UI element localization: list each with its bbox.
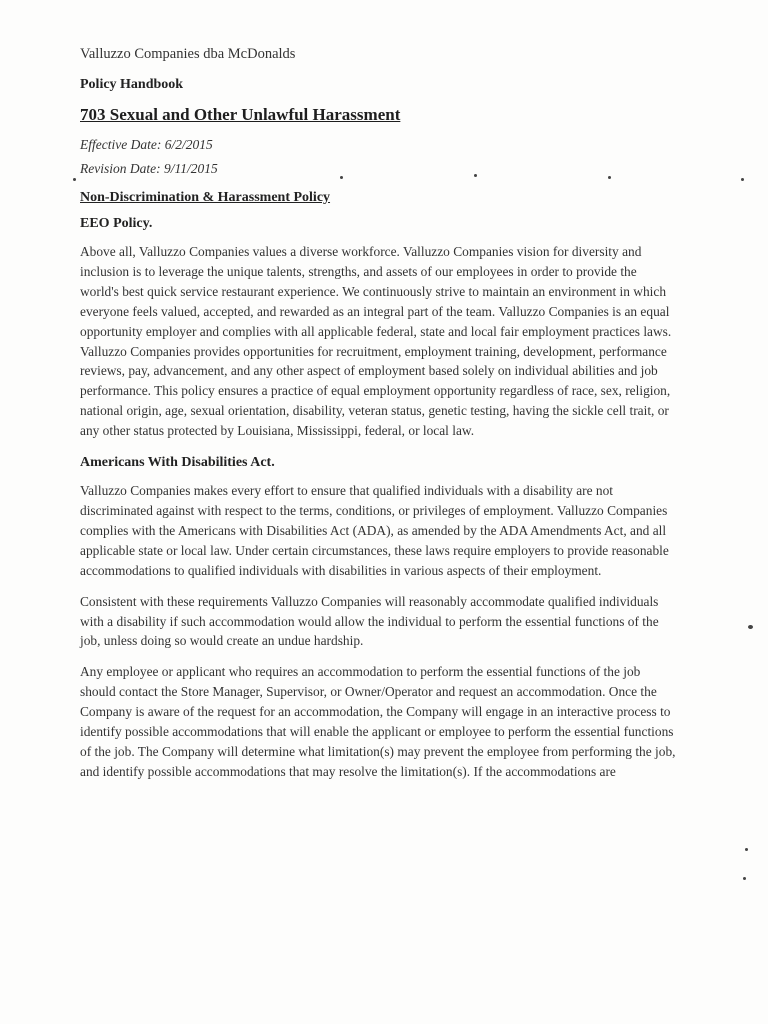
effective-date: Effective Date: 6/2/2015	[80, 137, 213, 152]
eeo-paragraph: Above all, Valluzzo Companies values a diverse workforce. Valluzzo Companies vision for diversity and inclusion is to leverage the unique talents, strengths, and assets of our employees in order to provide the world's best quick service restaurant experience. We continuously strive to maintain an environment in which everyone feels valued, accepted, and rewarded as an integral part of the team. Valluzzo Companies is an equal opportunity employer and complies with all applicable federal, state and local fair employment practices laws. Valluzzo Companies provides opportunities for recruitment, employment training, development, performance reviews, pay, advancement, and any other aspect of employment based solely on individual abilities and job performance. This policy ensures a practice of equal employment opportunity regardless of race, sex, religion, national origin, age, sexual orientation, disability, veteran status, genetic testing, having the sickle cell trait, or any other status protected by Louisiana, Mississippi, federal, or local law.	[80, 244, 672, 439]
policy-title: 703 Sexual and Other Unlawful Harassment	[80, 105, 401, 124]
scan-speck	[73, 178, 76, 181]
ada-heading: Americans With Disabilities Act.	[80, 455, 275, 471]
document-body	[80, 46, 676, 793]
section-heading: Non-Discrimination & Harassment Policy	[80, 190, 331, 205]
scan-speck	[743, 877, 746, 880]
company-name: Valluzzo Companies dba McDonalds	[80, 46, 296, 62]
scan-speck	[741, 178, 744, 181]
ada-paragraph-2: Consistent with these requirements Valluzzo Companies will reasonably accommodate qualified individuals with a disability if such accommodation would allow the individual to perform the essential functions of the job, unless doing so would create an undue hardship.	[80, 593, 659, 649]
scan-speck	[748, 625, 753, 629]
ada-paragraph-1: Valluzzo Companies makes every effort to ensure that qualified individuals with a disability are not discriminated against with respect to the terms, conditions, or privileges of employment. Valluzzo Companies complies with the Americans with Disabilities Act (ADA), as amended by the ADA Amendments Act, and all applicable state or local law. Under certain circumstances, these laws require employers to provide reasonable accommodations to qualified individuals with disabilities in various aspects of their employment.	[80, 483, 669, 578]
handbook-title: Policy Handbook	[80, 77, 184, 92]
ada-paragraph-3: Any employee or applicant who requires an accommodation to perform the essential functions of the job should contact the Store Manager, Supervisor, or Owner/Operator and request an accommodation. Once the Company is aware of the request for an accommodation, the Company will engage in an interactive process to identify possible accommodations that will enable the applicant or employee to perform the essential functions of the job. The Company will determine what limitation(s) may prevent the employee from performing the job, and identify possible accommodations that may resolve the limitation(s). If the accommodations are	[80, 664, 676, 779]
scan-speck	[745, 848, 748, 851]
revision-date: Revision Date: 9/11/2015	[80, 161, 218, 176]
eeo-heading: EEO Policy.	[80, 216, 153, 231]
